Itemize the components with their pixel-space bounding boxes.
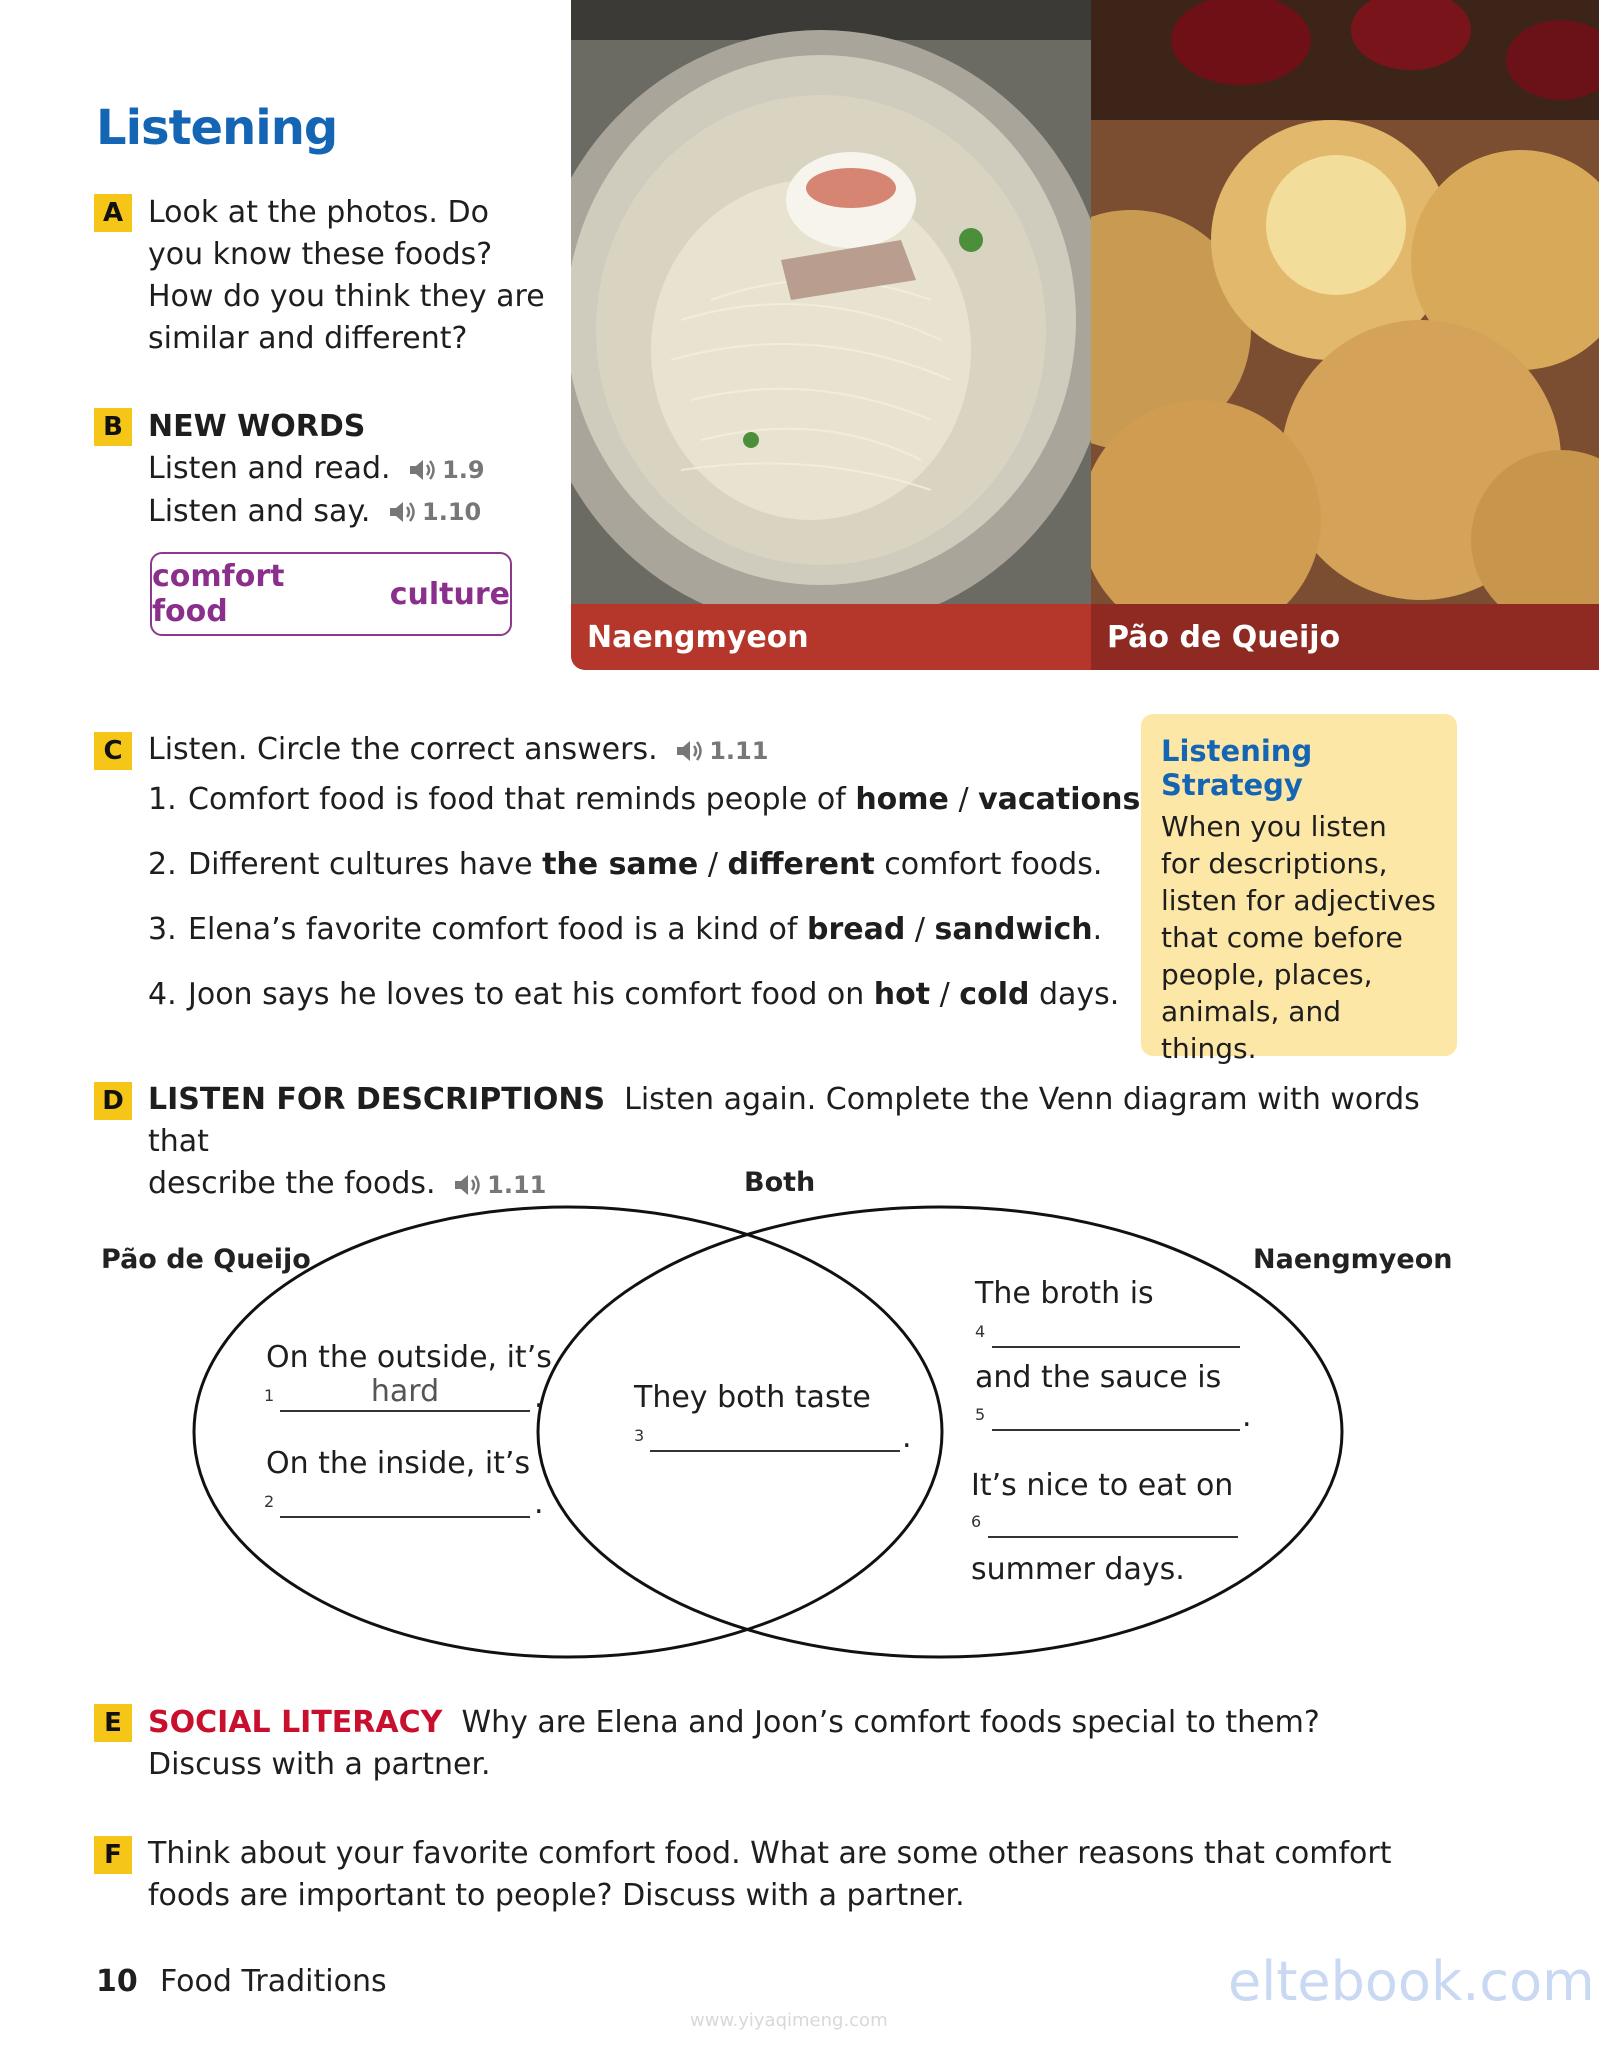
blank-number: 5 (975, 1405, 986, 1424)
venn-both-label: Both (744, 1167, 816, 1198)
word-comfort-food: comfort food (152, 559, 285, 629)
badge-a: A (94, 194, 132, 232)
unit-title: Food Traditions (160, 1964, 387, 1999)
question-e (148, 1702, 1448, 1786)
speaker-icon (675, 739, 705, 763)
blank-number: 1 (264, 1386, 275, 1405)
strategy-line: for descriptions, (1161, 847, 1388, 880)
option-1[interactable]: bread (806, 912, 906, 947)
item-number: 4. (148, 977, 177, 1012)
period: . (1242, 1399, 1252, 1434)
question-a-line: How do you think they are (148, 279, 545, 314)
period: . (534, 1486, 544, 1521)
word-box (150, 552, 512, 636)
question-d-text: Listen again. Complete the Venn diagram with words that (148, 1082, 1420, 1159)
blank-2-field[interactable] (280, 1480, 530, 1518)
option-1[interactable]: hot (873, 977, 931, 1012)
strategy-line: that come before (1161, 921, 1403, 954)
option-2[interactable]: vacations (978, 782, 1141, 817)
item-text: Different cultures have (188, 847, 543, 882)
audio-button-1-9[interactable] (408, 449, 485, 491)
caption-naengmyeon: Naengmyeon (571, 604, 1091, 670)
blank-3-field[interactable] (650, 1414, 900, 1452)
word-culture: culture (389, 576, 510, 612)
photo-pao-de-queijo (1091, 0, 1599, 670)
blank-1-answer: hard (370, 1374, 440, 1409)
strategy-line: When you listen (1161, 810, 1387, 843)
option-2[interactable]: sandwich (934, 912, 1093, 947)
item-text: Comfort food is food that reminds people of (188, 782, 856, 817)
question-e-text: Why are Elena and Joon’s comfort foods special to them? (461, 1705, 1320, 1740)
watermark: eltebook.com (1228, 1950, 1595, 2013)
speaker-icon (388, 500, 418, 524)
badge-f: F (94, 1836, 132, 1874)
strategy-line: listen for adjectives (1161, 884, 1436, 917)
new-words-heading: NEW WORDS (148, 409, 366, 444)
blank-5-field[interactable] (992, 1393, 1240, 1431)
venn-left-label: Pão de Queijo (101, 1244, 311, 1275)
question-a-line: you know these foods? (148, 237, 493, 272)
list-item (148, 778, 1141, 822)
option-separator: / (905, 912, 935, 947)
question-d-text-2: describe the foods. (148, 1166, 436, 1201)
audio-button-1-10[interactable] (388, 491, 481, 533)
item-text-end: . (1092, 912, 1103, 947)
question-a-line: similar and different? (148, 321, 468, 356)
question-c-text: Listen. Circle the correct answers. (148, 732, 658, 767)
pao-de-queijo-image (1091, 0, 1599, 670)
badge-d: D (94, 1082, 132, 1120)
audio-track: 1.9 (442, 455, 485, 484)
question-c-instruction (148, 729, 768, 772)
list-item (148, 973, 1128, 1017)
blank-4-field[interactable] (992, 1310, 1240, 1348)
venn-left-outside: On the outside, it’s (266, 1340, 552, 1375)
option-2[interactable]: different (727, 847, 875, 882)
question-f-text: Think about your favorite comfort food. What are some other reasons that comfort (148, 1836, 1392, 1871)
venn-right-sauce: and the sauce is (975, 1360, 1222, 1395)
photo-naengmyeon (571, 0, 1091, 670)
listen-say-text: Listen and say. (148, 493, 371, 529)
section-title: Listening (96, 100, 338, 156)
badge-b: B (94, 408, 132, 446)
blank-number: 3 (634, 1426, 645, 1445)
option-1[interactable]: home (855, 782, 949, 817)
question-c-list (148, 778, 1141, 1038)
blank-6-field[interactable] (988, 1500, 1238, 1538)
page-number: 10 (96, 1964, 138, 1999)
audio-track: 1.11 (709, 736, 769, 765)
item-number: 1. (148, 782, 177, 817)
list-item (148, 843, 1128, 887)
badge-c: C (94, 732, 132, 770)
venn-right-nice: It’s nice to eat on (971, 1468, 1234, 1503)
blank-number: 6 (971, 1512, 982, 1531)
question-a-line: Look at the photos. Do (148, 195, 489, 230)
venn-right-broth: The broth is (975, 1276, 1154, 1311)
option-separator: / (948, 782, 979, 817)
blank-number: 2 (264, 1492, 275, 1511)
question-a (148, 192, 545, 360)
strategy-title: Listening Strategy (1161, 734, 1313, 802)
social-literacy-heading: SOCIAL LITERACY (148, 1705, 443, 1740)
naengmyeon-image (571, 0, 1091, 670)
item-number: 2. (148, 847, 177, 882)
audio-track: 1.10 (422, 498, 482, 526)
listen-read-text: Listen and read. (148, 451, 391, 486)
strategy-line: animals, and (1161, 995, 1341, 1028)
strategy-line: things. (1161, 1032, 1257, 1065)
item-text: Joon says he loves to eat his comfort food on (188, 977, 874, 1012)
option-1[interactable]: the same (542, 847, 699, 882)
venn-right-label: Naengmyeon (1253, 1244, 1453, 1275)
strategy-body (1161, 808, 1437, 1067)
item-text-end: days. (1029, 977, 1120, 1012)
item-text-end: comfort foods. (874, 847, 1103, 882)
item-text: Elena’s favorite comfort food is a kind of (188, 912, 807, 947)
question-d-heading: LISTEN FOR DESCRIPTIONS (148, 1082, 606, 1117)
watermark-small: www.yiyaqimeng.com (690, 2010, 888, 2031)
listening-strategy-box (1141, 714, 1457, 1065)
caption-pao-de-queijo: Pão de Queijo (1091, 604, 1599, 670)
blank-1-field[interactable] (280, 1374, 530, 1412)
option-separator: / (698, 847, 728, 882)
question-f (148, 1833, 1488, 1917)
venn-middle-text: They both taste (634, 1380, 871, 1415)
badge-e: E (94, 1704, 132, 1742)
option-2[interactable]: cold (959, 977, 1030, 1012)
item-number: 3. (148, 912, 177, 947)
strategy-line: people, places, (1161, 958, 1373, 991)
option-separator: / (930, 977, 960, 1012)
speaker-icon (408, 458, 438, 482)
period: . (902, 1420, 912, 1455)
list-item (148, 908, 1128, 952)
new-words-section (148, 406, 485, 533)
period: . (534, 1380, 544, 1415)
venn-right-summer: summer days. (971, 1552, 1185, 1587)
blank-number: 4 (975, 1322, 986, 1341)
audio-track: 1.11 (487, 1170, 547, 1199)
venn-left-inside: On the inside, it’s (266, 1446, 531, 1481)
audio-button-1-11[interactable] (675, 730, 768, 772)
question-f-text-2: foods are important to people? Discuss with a partner. (148, 1878, 965, 1913)
question-e-text-2: Discuss with a partner. (148, 1747, 491, 1782)
